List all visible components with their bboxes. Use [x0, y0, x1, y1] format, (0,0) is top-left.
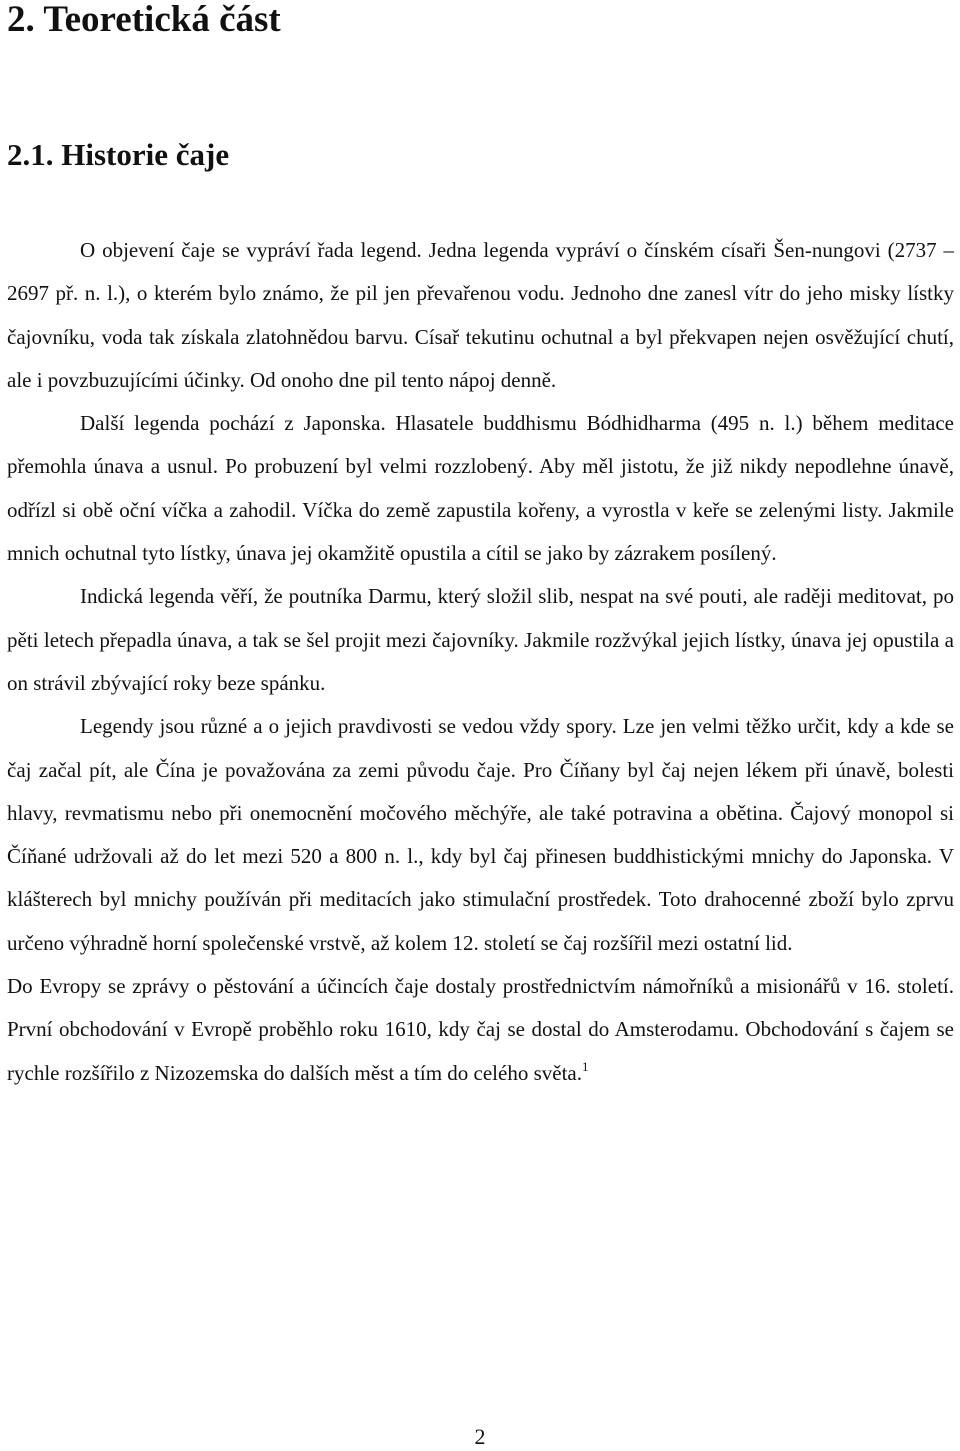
section-heading: 2.1. Historie čaje [7, 137, 230, 172]
paragraph-europe [7, 965, 954, 1095]
page-number: 2 [474, 1424, 486, 1449]
chapter-heading: 2. Teoretická část [7, 0, 281, 40]
body-text [7, 229, 954, 1095]
footnote-marker[interactable]: 1 [581, 1058, 589, 1074]
paragraph-europe-text: Do Evropy se zprávy o pěstování a účincích čaje dostaly prostřednictvím námořníků a misionářů v 16. století. První obchodování v Evropě proběhlo roku 1610, kdy čaj se dostal do Amsterodamu. Obchodování s čajem se rychle rozšířilo z Nizozemska do dalších měst a tím do celého světa. [7, 974, 954, 1085]
paragraph-india-legend: Indická legenda věří, že poutníka Darmu, který složil slib, nespat na své pouti, ale raději meditovat, po pěti letech přepadla únava, a tak se šel projit mezi čajovníky. Jakmile rozžvýkal jejich lístky, únava jej opustila a on strávil zbývající roky beze spánku. [7, 584, 954, 695]
paragraph-shen-nung-legend: O objevení čaje se vypráví řada legend. Jedna legenda vypráví o čínském císaři Šen-nungovi (2737 – 2697 př. n. l.), o kterém bylo známo, že pil jen převařenou vodu. Jednoho dne zanesl vítr do jeho misky lístky čajovníku, voda tak získala zlatohnědou barvu. Císař tekutinu ochutnal a byl překvapen nejen osvěžující chutí, ale i povzbuzujícími účinky. Od onoho dne pil tento nápoj denně. [7, 238, 954, 392]
paragraph-japan-legend: Další legenda pochází z Japonska. Hlasatele buddhismu Bódhidharma (495 n. l.) během meditace přemohla únava a usnul. Po probuzení byl velmi rozzlobený. Aby měl jistotu, že již nikdy nepodlehne únavě, odřízl si obě oční víčka a zahodil. Víčka do země zapustila kořeny, a vyrostla v keře se zelenými listy. Jakmile mnich ochutnal tyto lístky, únava jej okamžitě opustila a cítil se jako by zázrakem posílený. [7, 411, 954, 566]
paragraph-china-origin: Legendy jsou různé a o jejich pravdivosti se vedou vždy spory. Lze jen velmi těžko určit, kdy a kde se čaj začal pít, ale Čína je považována za zemi původu čaje. Pro Číňany byl čaj nejen lékem při únavě, bolesti hlavy, revmatismu nebo při onemocnění močového měchýře, ale také potravina a obětina. Čajový monopol si Číňané udržovali až do let mezi 520 a 800 n. l., kdy byl čaj přinesen buddhistickými mnichy do Japonska. V klášterech byl mnichy používán při meditacích jako stimulační prostředek. Toto drahocenné zboží bylo zprvu určeno výhradně horní společenské vrstvě, až kolem 12. století se čaj rozšířil mezi ostatní lid. [7, 714, 954, 955]
